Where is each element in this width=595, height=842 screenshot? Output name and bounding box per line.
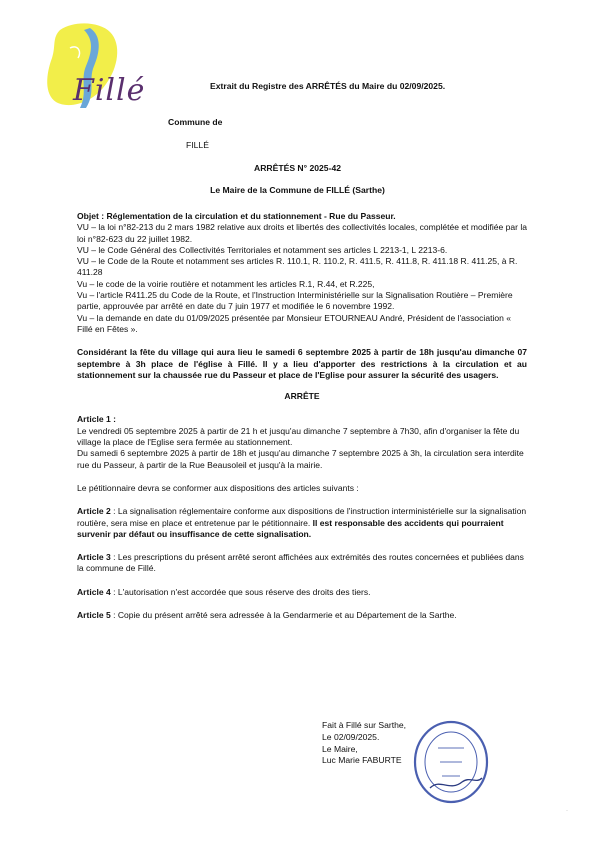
article-3-label: Article 3	[77, 552, 111, 563]
considerant-paragraph: Considérant la fête du village qui aura lieu le samedi 6 septembre 2025 à partir de 18h jusqu'au dimanche 07 septembre à 3h place de l'église à Fillé. Il y a lieu d'apporter des restrictions à la circulation et au stationnement sur la chaussée rue du Passeur et place de l'Eglise pour assurer la sécurité des usagers.	[77, 347, 527, 380]
vu-item: VU – la loi n°82-213 du 2 mars 1982 relative aux droits et libertés des collectivités locales, complétée et modifiée par la loi n°82-623 du 22 juillet 1982.	[77, 222, 527, 244]
mairie-stamp	[410, 718, 492, 806]
arrete-heading: ARRÊTE	[284, 391, 320, 402]
article-4-text: : L'autorisation n'est accordée que sous réserve des droits des tiers.	[110, 586, 371, 597]
article-2-bold: Il est responsable des accidents qui pourraient survenir par défaut ou insuffisance de cette signalisation.	[77, 517, 504, 539]
article-3	[77, 552, 527, 575]
article-5-label: Article 5	[77, 610, 111, 621]
signature-date: Le 02/09/2025.	[322, 731, 380, 742]
vu-item: Vu – la demande en date du 01/09/2025 présentée par Monsieur ETOURNEAU André, Président de l'association « Fillé en Fêtes ».	[77, 312, 511, 334]
vu-item: VU – le Code de la Route et notamment ses articles R. 110.1, R. 110.2, R. 411.5, R. 411.8, R. 411.18 R. 411.25, à R. 411.28	[77, 256, 518, 278]
article-1-label: Article 1 :	[77, 414, 116, 425]
signature-name: Luc Marie FABURTE	[322, 755, 402, 766]
article-3-text: : Les prescriptions du présent arrêté seront affichées aux extrémités des routes concernées et publiées dans la commune de Fillé.	[77, 552, 524, 574]
vu-item: VU – le Code Général des Collectivités Territoriales et notamment ses articles L 2213-1, L 2213-6.	[77, 244, 448, 255]
petitionnaire-text: Le pétitionnaire devra se conformer aux dispositions des articles suivants :	[77, 482, 359, 493]
article-5	[77, 610, 527, 621]
objet-label: Objet :	[77, 211, 105, 221]
article-4	[77, 587, 527, 598]
maire-title: Le Maire de la Commune de FILLÉ (Sarthe)	[210, 185, 385, 195]
signature-role: Le Maire,	[322, 743, 358, 754]
signature-block	[322, 720, 406, 767]
objet-line	[77, 211, 527, 222]
objet-text: Réglementation de la circulation et du stationnement - Rue du Passeur.	[104, 211, 396, 221]
commune-logo	[30, 18, 146, 118]
signature-place: Fait à Fillé sur Sarthe,	[322, 720, 407, 730]
article-2-label: Article 2	[77, 506, 111, 517]
article-1-line-2: Du samedi 6 septembre 2025 à partir de 18h et jusqu'au dimanche 7 septembre 2025 à 3h, la circulation sera interdite rue du Passeur, à partir de la Rue Beausoleil et jusqu'à la mairie.	[77, 448, 524, 470]
article-1-line-1: Le vendredi 05 septembre 2025 à partir de 21 h et jusqu'au dimanche 7 septembre à 7h30, afin d'organiser la fête du village la place de l'Eglise sera fermée au stationnement.	[77, 425, 520, 448]
article-4-label: Article 4	[77, 586, 111, 597]
document-body	[77, 211, 527, 621]
commune-label: Commune de	[168, 117, 223, 127]
register-extract-title: Extrait du Registre des ARRÊTÉS du Maire du 02/09/2025.	[210, 81, 446, 91]
page-mark: ·	[566, 808, 568, 814]
article-2	[77, 506, 527, 540]
vu-item: Vu – l'article R411.25 du Code de la Route, et l'Instruction Interministérielle sur la Signalisation Routière – Première partie, approuvée par arrêté en date du 7 juin 1977 et modifiée le 6 novembre 1992.	[77, 290, 513, 312]
arrete-number: ARRÊTÉS N° 2025-42	[253, 163, 342, 173]
article-5-text: : Copie du présent arrêté sera adressée à la Gendarmerie et au Département de la Sarthe.	[110, 610, 457, 621]
article-2-text: : La signalisation réglementaire conforme aux dispositions de l'instruction interministérielle sur la signalisation routière, sera mise en place et entretenue par le pétitionnaire.	[77, 506, 527, 528]
vu-item: Vu – le code de la voirie routière et notamment les articles R.1, R.44, et R.225,	[77, 278, 375, 289]
commune-name: FILLÉ	[186, 140, 209, 150]
logo-text: Fillé	[73, 73, 146, 108]
